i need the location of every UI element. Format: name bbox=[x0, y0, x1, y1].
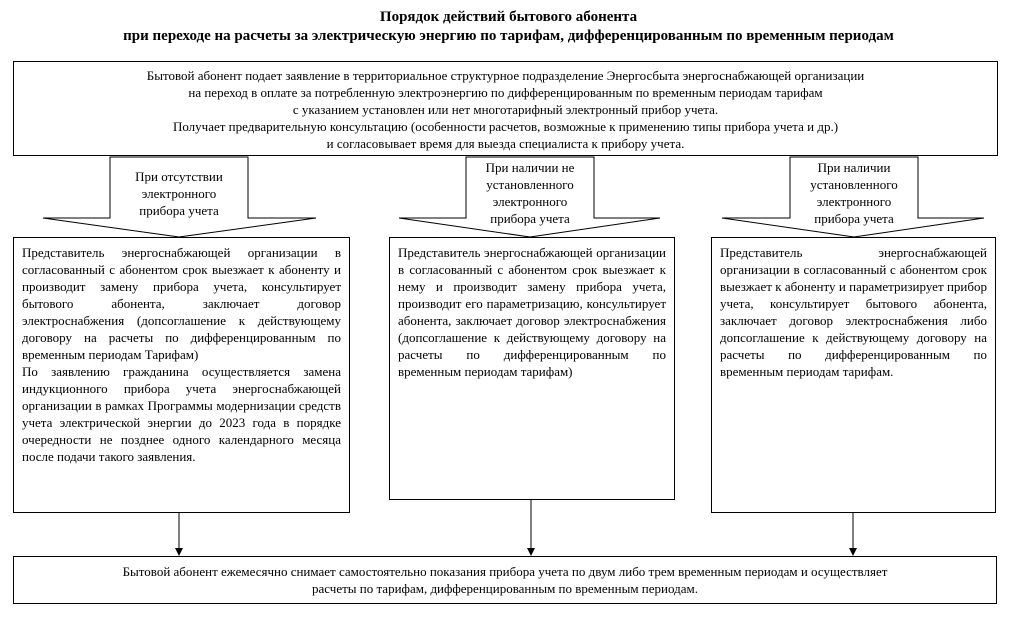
top-box-line: на переход в оплате за потребленную электроэнергию по дифференцированным по временным периодам тарифам bbox=[188, 85, 823, 100]
arrow-label-line: При отсутствии bbox=[135, 169, 223, 184]
top-box-line: и согласовывает время для выезда специалиста к прибору учета. bbox=[326, 136, 685, 151]
bottom-box-line: Бытовой абонент ежемесячно снимает самостоятельно показания прибора учета по двум либо трем временным периодам и осуществляет bbox=[122, 564, 888, 579]
arrow-label-line: электронного bbox=[492, 194, 568, 209]
arrow-label-line: При наличии bbox=[817, 160, 891, 175]
title-line-2: при переходе на расчеты за электрическую энергию по тарифам, дифференцированным по временным периодам bbox=[123, 28, 894, 44]
top-box-line: Бытовой абонент подает заявление в территориальное структурное подразделение Энергосбыта энергоснабжающей организации bbox=[146, 68, 865, 83]
uninstalled-meter-action-text: Представитель энергоснабжающей организации в согласованный с абонентом срок выезжает к нему и производит замену прибора учета, производит его параметризацию, консультирует абонента, заключает договор электроснабжения (допсоглашение к действующему договору на расчеты по дифференцированным по временным периодам тарифам) bbox=[398, 245, 666, 379]
arrow-label-line: При наличии не bbox=[485, 160, 575, 175]
no-meter-action-box bbox=[13, 237, 350, 513]
arrow-label-no-meter bbox=[110, 168, 248, 219]
arrow-label-uninstalled-meter bbox=[466, 159, 594, 227]
arrow-label-installed-meter bbox=[790, 159, 918, 227]
application-step-box bbox=[13, 61, 998, 156]
arrow-label-line: электронного bbox=[141, 186, 217, 201]
no-meter-action-text: Представитель энергоснабжающей организации в согласованный с абонентом срок выезжает к абоненту и производит замену прибора учета, консультирует бытового абонента, заключает договор электроснабжения (допсоглашение к действующему договору на расчеты по дифференцированным по временным периодам Тарифам) bbox=[22, 245, 341, 362]
title-line-1: Порядок действий бытового абонента bbox=[379, 9, 638, 25]
bottom-box-line: расчеты по тарифам, дифференцированным по временным периодам. bbox=[312, 581, 698, 596]
arrow-label-line: установленного bbox=[486, 177, 574, 192]
uninstalled-meter-action-box bbox=[389, 237, 675, 500]
monthly-reading-box bbox=[13, 556, 997, 604]
installed-meter-action-box bbox=[711, 237, 996, 513]
arrow-label-line: установленного bbox=[810, 177, 898, 192]
top-box-line: Получает предварительную консультацию (особенности расчетов, возможные к применению типы прибора учета и др.) bbox=[172, 119, 839, 134]
installed-meter-action-text: Представитель энергоснабжающей организации в согласованный с абонентом срок выезжает к абоненту и параметризирует прибор учета, консультирует бытового абонента, заключает договор электроснабжения либо допсоглашение к действующему договору на расчеты по дифференцированным по временным периодам тарифам. bbox=[720, 245, 987, 379]
arrow-label-line: прибора учета bbox=[490, 211, 570, 226]
arrow-label-line: прибора учета bbox=[139, 203, 219, 218]
top-box-line: с указанием установлен или нет многотарифный электронный прибор учета. bbox=[292, 102, 719, 117]
arrow-label-line: электронного bbox=[816, 194, 892, 209]
arrow-label-line: прибора учета bbox=[814, 211, 894, 226]
modernization-program-text: По заявлению гражданина осуществляется замена индукционного прибора учета энергоснабжающей организации в рамках Программы модернизации средств учета электрической энергии до 2023 года в порядке очередности не позднее одного календарного месяца после подачи такого заявления. bbox=[22, 364, 341, 464]
